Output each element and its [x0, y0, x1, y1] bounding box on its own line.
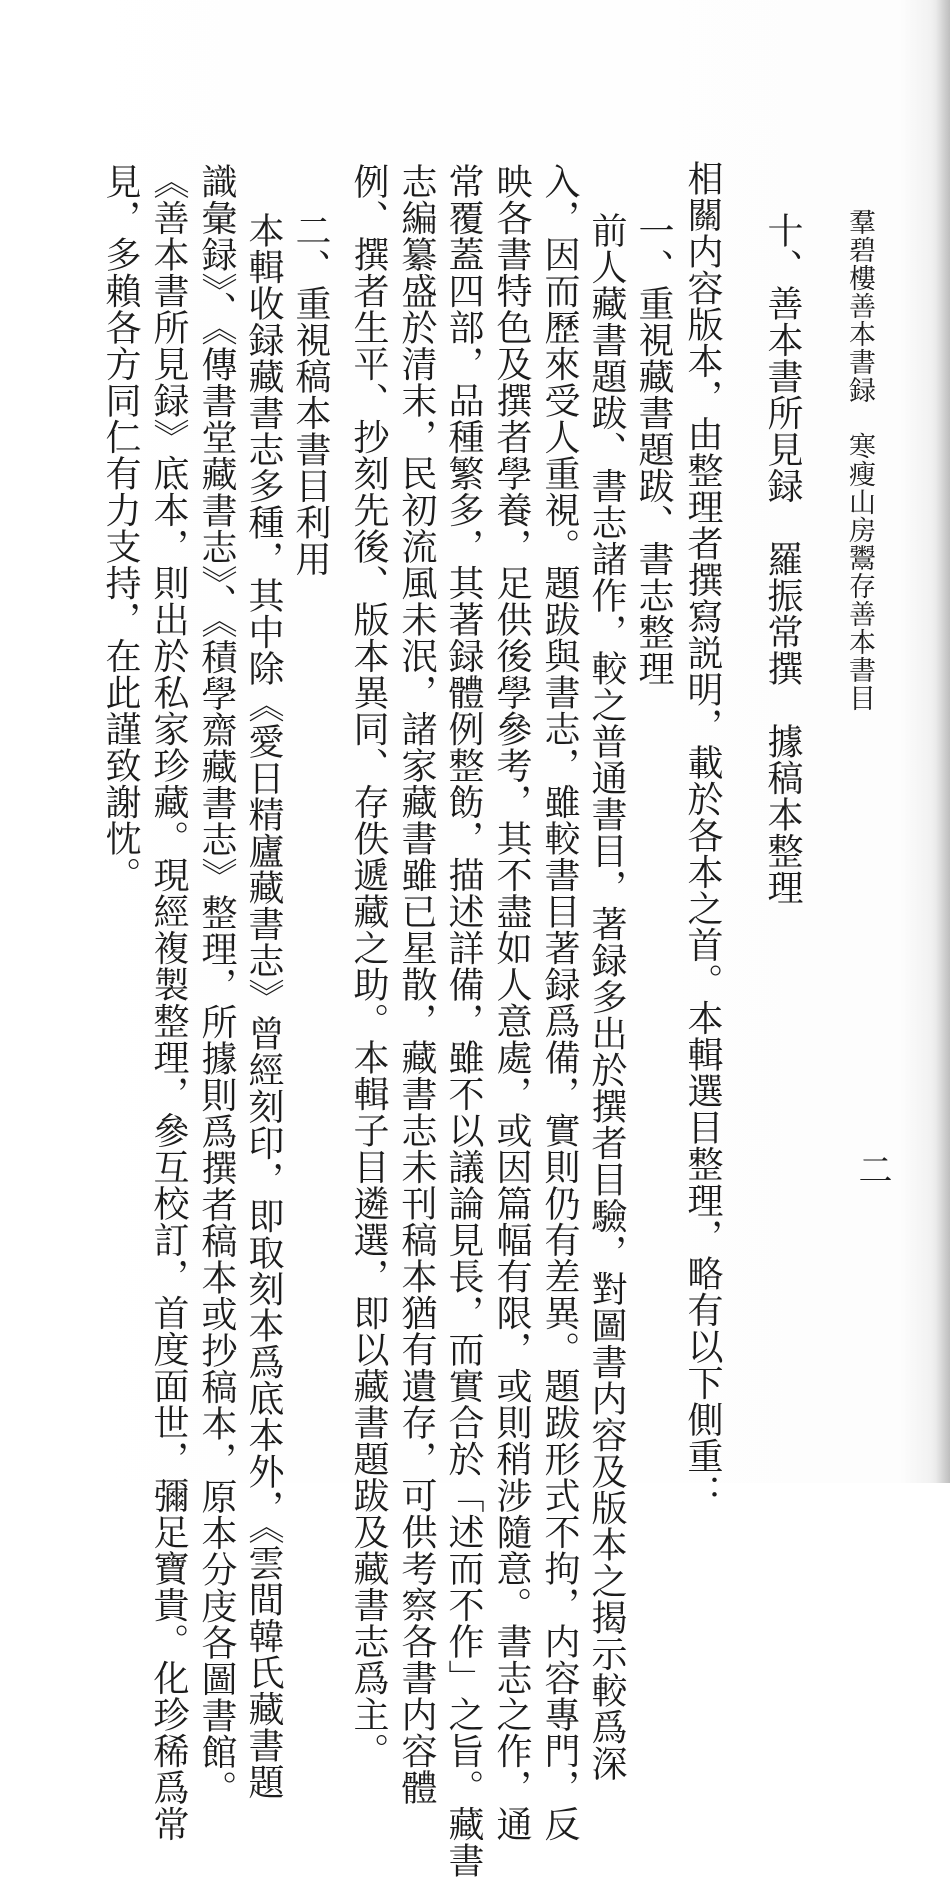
- text-line: 例、撰者生平、抄刻先後、版本異同、存佚遞藏之助。本輯子目遴選，即以藏書題跋及藏書志爲主。: [348, 163, 389, 1769]
- subsection-heading-one: 一、重視藏書題跋、書志整理: [633, 212, 674, 687]
- text-line: 本輯收録藏書志多種，其中除《愛日精廬藏書志》曾經刻印，即取刻本爲底本外，《雲間韓氏藏書題: [243, 212, 284, 1800]
- section-heading-ten: 十、善本書所見録 羅振常撰 據稿本整理: [762, 212, 803, 906]
- text-line: 映各書特色及撰者學養，足供後學參考，其不盡如人意處，或因篇幅有限，或則稍涉隨意。書志之作，通: [491, 163, 532, 1842]
- running-head: 羣碧樓善本書録 寒瘦山房鬻存善本書目: [844, 208, 875, 712]
- text-line: 前人藏書題跋、書志諸作，較之普通書目，著録多出於撰者目驗，對圖書内容及版本之揭示較爲深: [586, 212, 627, 1782]
- page-number: 二: [852, 1152, 892, 1187]
- text-line: 志編纂盛於清末，民初流風未泯，諸家藏書雖已星散，藏書志未刊稿本猶有遺存，可供考察各書内容體: [396, 163, 437, 1806]
- subsection-heading-two: 二、重視稿本書目利用: [290, 212, 331, 577]
- page-edge-shadow: [936, 0, 950, 1483]
- text-line: 見，多賴各方同仁有力支持，在此謹致謝忱。: [100, 163, 141, 893]
- text-line: 常覆蓋四部，品種繁多，其著録體例整飭，描述詳備，雖不以議論見長，而實合於「述而不作」之旨。藏書: [443, 163, 484, 1879]
- text-line: 《善本書所見録》底本，則出於私家珍藏。現經複製整理，參互校訂，首度面世，彌足寶貴。化珍稀爲常: [148, 163, 189, 1842]
- text-line: 入，因而歷來受人重視。題跋與書志，雖較書目著録爲備，實則仍有差異。題跋形式不拘，内容專門，反: [539, 163, 580, 1842]
- text-line: 相關内容版本，由整理者撰寫説明，載於各本之首。本輯選目整理，略有以下側重：: [682, 160, 723, 1511]
- text-line: 識彙録》、《傳書堂藏書志》、《積學齋藏書志》整理，所據則爲撰者稿本或抄稿本，原本分庋各圖書館。: [196, 163, 237, 1807]
